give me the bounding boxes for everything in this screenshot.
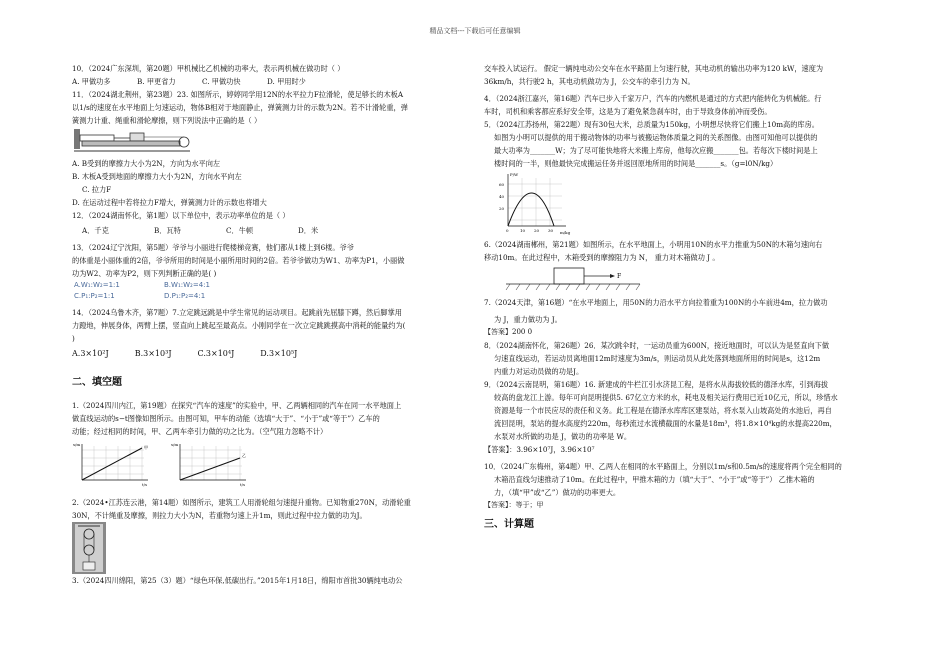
q13-option-b: B.W₁:W₂=4:1 (164, 281, 210, 289)
fill8-line: 8．（2024湖南怀化，第26题）26．某次跳伞时，一运动员重为600N，接近地面时，可以认为是竖直向下做 (484, 341, 830, 350)
s-t-chart-jia (72, 440, 154, 488)
q12-text: 12．（2024湖南怀化，第1题）以下单位中，表示功率单位的是（ ） (72, 211, 290, 220)
fill9-line: 水泵对水所做的功是 J，做功的功率是 W。 (494, 432, 632, 441)
q10-option-c: C. 甲做功快 (202, 77, 241, 86)
chart-p-ytick: 40 (499, 194, 505, 199)
chart-yi-ylabel: s/m (171, 442, 179, 447)
box-push-figure (504, 264, 644, 292)
q14-option-c: C.3×10⁴J (197, 349, 235, 358)
fill3-continued-line: 交车投入试运行。 假定一辆纯电动公交车在水平路面上匀速行驶，其电动机的输出功率为120 kW，速度为 (484, 64, 824, 73)
q12-option-b: B．瓦特 (154, 226, 181, 235)
fill10-answer: 【答案】：等于；甲 (484, 501, 544, 509)
power-mass-chart (494, 170, 574, 238)
q12-options (72, 224, 472, 237)
q11-line: 以1/s的速度在水平地面上匀速运动，物体B相对于地面静止，弹簧测力计的示数为2N。若不计滑轮重，弹 (72, 103, 408, 112)
fill2-line: 30N，不计绳重及摩擦，则拉力大小为N，若重物匀速上升1m，则此过程中拉力做的功为J。 (72, 511, 367, 520)
q11-option-b: B. 木板A受到地面的摩擦力大小为2N，方向水平向左 (72, 172, 242, 181)
fill5-line: 最大功率为_______W；为了尽可能快地将大米搬上库房，他每次应搬_______包。若每次下楼时间是上 (494, 146, 818, 155)
right-column (484, 62, 884, 541)
chart-jia-ylabel: s/m (73, 442, 81, 447)
s-t-chart-yi (170, 440, 252, 488)
chart-p-ylabel: P/W (510, 172, 519, 177)
chart-p-ytick: 20 (499, 206, 505, 211)
fill5-line: 楼时间的一半，则他最快完成搬运任务并返回原地所用的时间是_______s。（g=l0N/kg） (494, 159, 778, 168)
q13-line: 13．（2024辽宁沈阳，第5题）爷爷与小丽进行爬楼梯竞赛，他们都从1楼上到6楼。爷爷 (72, 243, 354, 252)
chart-p-xtick: 0 (506, 228, 509, 233)
q11-pulley-board-figure (72, 127, 197, 157)
q14-options (72, 347, 472, 360)
q13-option-a: A.W₁:W₂=1:1 (74, 281, 120, 289)
q11-line: 簧测力计重、绳重和滑轮摩擦，则下列说法中正确的是（ ） (72, 116, 262, 125)
fill9-line: 资源是每一个市民应尽的责任和义务。此工程是在德泽水库库区建泵站，将水泵入山坡高处的水池后，再自 (494, 406, 832, 415)
q13-option-d: D.P₁:P₂=4:1 (164, 292, 206, 300)
fill1-line: 1.（2024四川内江，第19题）在探究“汽车的速度”的实验中，甲、乙两辆相同的汽车在同一水平地面上 (72, 401, 402, 410)
q10-option-b: B. 甲更省力 (137, 77, 176, 86)
pulley-system-figure (72, 522, 106, 574)
q12-option-d: D．米 (298, 226, 319, 235)
q11-option-c: C. 拉力F (82, 185, 112, 194)
fill4-line: 车时，司机和乘客都应系好安全带，这是为了避免紧急刹车时，由于导致身体前冲而受伤。 (484, 107, 772, 116)
chart-p-ytick: 60 (499, 182, 505, 187)
q13-line: 的体重是小丽体重的2倍，爷爷所用的时间是小丽所用时间的2倍。若爷爷做功为W1、功率为P1，小丽做 (72, 256, 405, 265)
fill8-line: 内重力对运动员做的功是J。 (494, 367, 584, 376)
q13-option-c: C.P₁:P₂=1:1 (74, 292, 115, 300)
q10-options (72, 75, 472, 88)
q14-line: ) (72, 334, 75, 343)
chart-p-xtick: 10 (520, 228, 526, 233)
fill9-line: 9．（2024云南昆明，第16题）16. 新建成的牛栏江引水济昆工程，是将水从海拔较低的德泽水库，引到海拔 (484, 380, 829, 389)
q11-option-d: D. 在运动过程中若将拉力F增大，弹簧测力计的示数也将增大 (72, 198, 267, 207)
fill6-line: 6.（2024湖南郴州，第21题）如图所示，在水平地面上，小明用10N的水平力推重为50N的木箱匀速向右 (484, 240, 823, 249)
q12-option-c: C．牛顿 (226, 226, 254, 235)
fill9-line: 流回昆明，泵站的提水高度约220m，每秒流过水流横截面的水量是18m³，将1.8×10⁴kg的水提高220m， (494, 419, 837, 428)
chart-jia-series: 甲 (144, 445, 148, 450)
chart-p-xtick: 20 (534, 228, 540, 233)
q14-line: 14．（2024乌鲁木齐，第7题）7.立定跳远跳是中学生常见的运动项目。起跳前先屈膝下蹲，然后脚掌用 (72, 308, 402, 317)
fill2-line: 2.（2024•江苏连云港，第14题）如图所示，建筑工人用滑轮组匀速提升重物。已知物重270N，动滑轮重 (72, 498, 411, 507)
q14-option-d: D.3×10⁵J (260, 349, 298, 358)
fill3-text: 3.（2024四川绵阳，第25（3）题）“绿色环保,低碳出行。”2015年1月18日，绵阳市首批30辆纯电动公 (72, 576, 403, 585)
q12-option-a: A．千克 (82, 226, 109, 235)
chart-p-xlabel: m/kg (560, 230, 571, 235)
force-label: F (617, 273, 622, 280)
q13-line: 功为W2、功率为P2，则下列判断正确的是( ) (72, 269, 217, 278)
q14-option-a: A.3×10²J (72, 349, 109, 358)
fill7-line: 为 J，重力做功为 J。 (494, 315, 562, 324)
fill3-continued-line: 36km/h，共行驶2 h，其电动机做功为 J，公交车的牵引力为 N。 (484, 77, 695, 86)
fill10-line: 木箱沿直线匀速推动了10m。在此过程中，甲推木箱的力（填“大于”、“小于”或“等于”） 乙推木箱的 (494, 475, 815, 484)
chart-jia-xlabel: t/s (142, 482, 148, 487)
fill8-line: 匀速直线运动，若运动员离地面12m时速度为3m/s，则运动员从此处落到地面所用的时间是s，这12m (494, 354, 821, 363)
fill4-line: 4．（2024浙江嘉兴，第16题）汽车已步入千家万户，汽车的内燃机是通过的方式把内能转化为机械能。行 (484, 94, 822, 103)
fill10-line: 10．（2024广东梅州，第4题）甲、乙两人在相同的水平路面上，分别以1m/s和0.5m/s的速度将两个完全相同的 (484, 462, 842, 471)
fill7-line: 7.（2024天津，第16题）“在水平地面上，用50N的力沿水平方向拉着重为100N的小车前进4m，拉力做功 (484, 298, 828, 307)
section-calculation-heading: 三、计算题 (484, 519, 534, 530)
q14-line: 力蹬地，伸展身体，两臂上摆，竖直向上跳起至最高点。小刚同学在一次立定跳跳摸高中消耗的能量约为( (72, 321, 406, 330)
fill5-line: 5．（2024江苏扬州，第22题）现有30包大米，总质量为150kg，小明想尽快将它们搬上10m高的库房。 (484, 120, 819, 129)
chart-yi-series: 乙 (242, 453, 246, 458)
q11-line: 11．（2024湖北荆州，第23题）23. 如图所示，婷婷同学用12N的水平拉力F拉滑轮，使足够长的木板A (72, 90, 404, 99)
q14-option-b: B.3×10³J (134, 349, 172, 358)
fill5-line: 如图为小明可以提供的用于搬动物体的功率与被搬运物体质量之间的关系图像。由图可知他可以提供的 (494, 133, 818, 142)
fill9-answer: 【答案】：3.96×10⁷J，3.96×10⁷ (484, 445, 595, 454)
page-header: 精品文档---下载后可任意编辑 (429, 27, 521, 35)
q11-option-a: A. B受到的摩擦力大小为2N，方向为水平向左 (72, 159, 221, 168)
chart-p-xtick: 30 (548, 228, 554, 233)
fill6-line: 移动10m。在此过程中，木箱受到的摩擦阻力为 N， 重力对木箱做功 J 。 (484, 253, 720, 262)
fill1-line: 动能；经过相同的时间，甲、乙两车牵引力做的功之比为。（空气阻力忽略不计） (72, 427, 328, 436)
q10-option-a: A. 甲做功多 (72, 77, 111, 86)
fill9-line: 较高的盘龙江上游。每年可向昆明提供5. 67亿立方米的水，耗电及相关运行费用已近10亿元，所以，珍惜水 (494, 393, 838, 402)
fill10-line: 力，（填“甲”或“乙”）做功的功率更大。 (494, 488, 621, 497)
q10-text: 10．（2024广东深圳，第20题）甲机械比乙机械的功率大，表示两机械在做功时（ ） (72, 64, 345, 73)
q10-option-d: D. 甲用时少 (267, 77, 306, 86)
fill7-answer: 【答案】200 0 (484, 328, 533, 336)
section-fill-in-heading: 二、填空题 (72, 377, 122, 388)
left-column (72, 62, 472, 587)
fill1-charts (72, 440, 472, 488)
fill1-line: 做直线运动的s−t图像如图所示。由图可知，甲车的动能（选填“大于”、“小于”或“等于”）乙车的 (72, 414, 380, 423)
chart-yi-xlabel: t/s (240, 482, 246, 487)
q13-options (74, 280, 472, 302)
